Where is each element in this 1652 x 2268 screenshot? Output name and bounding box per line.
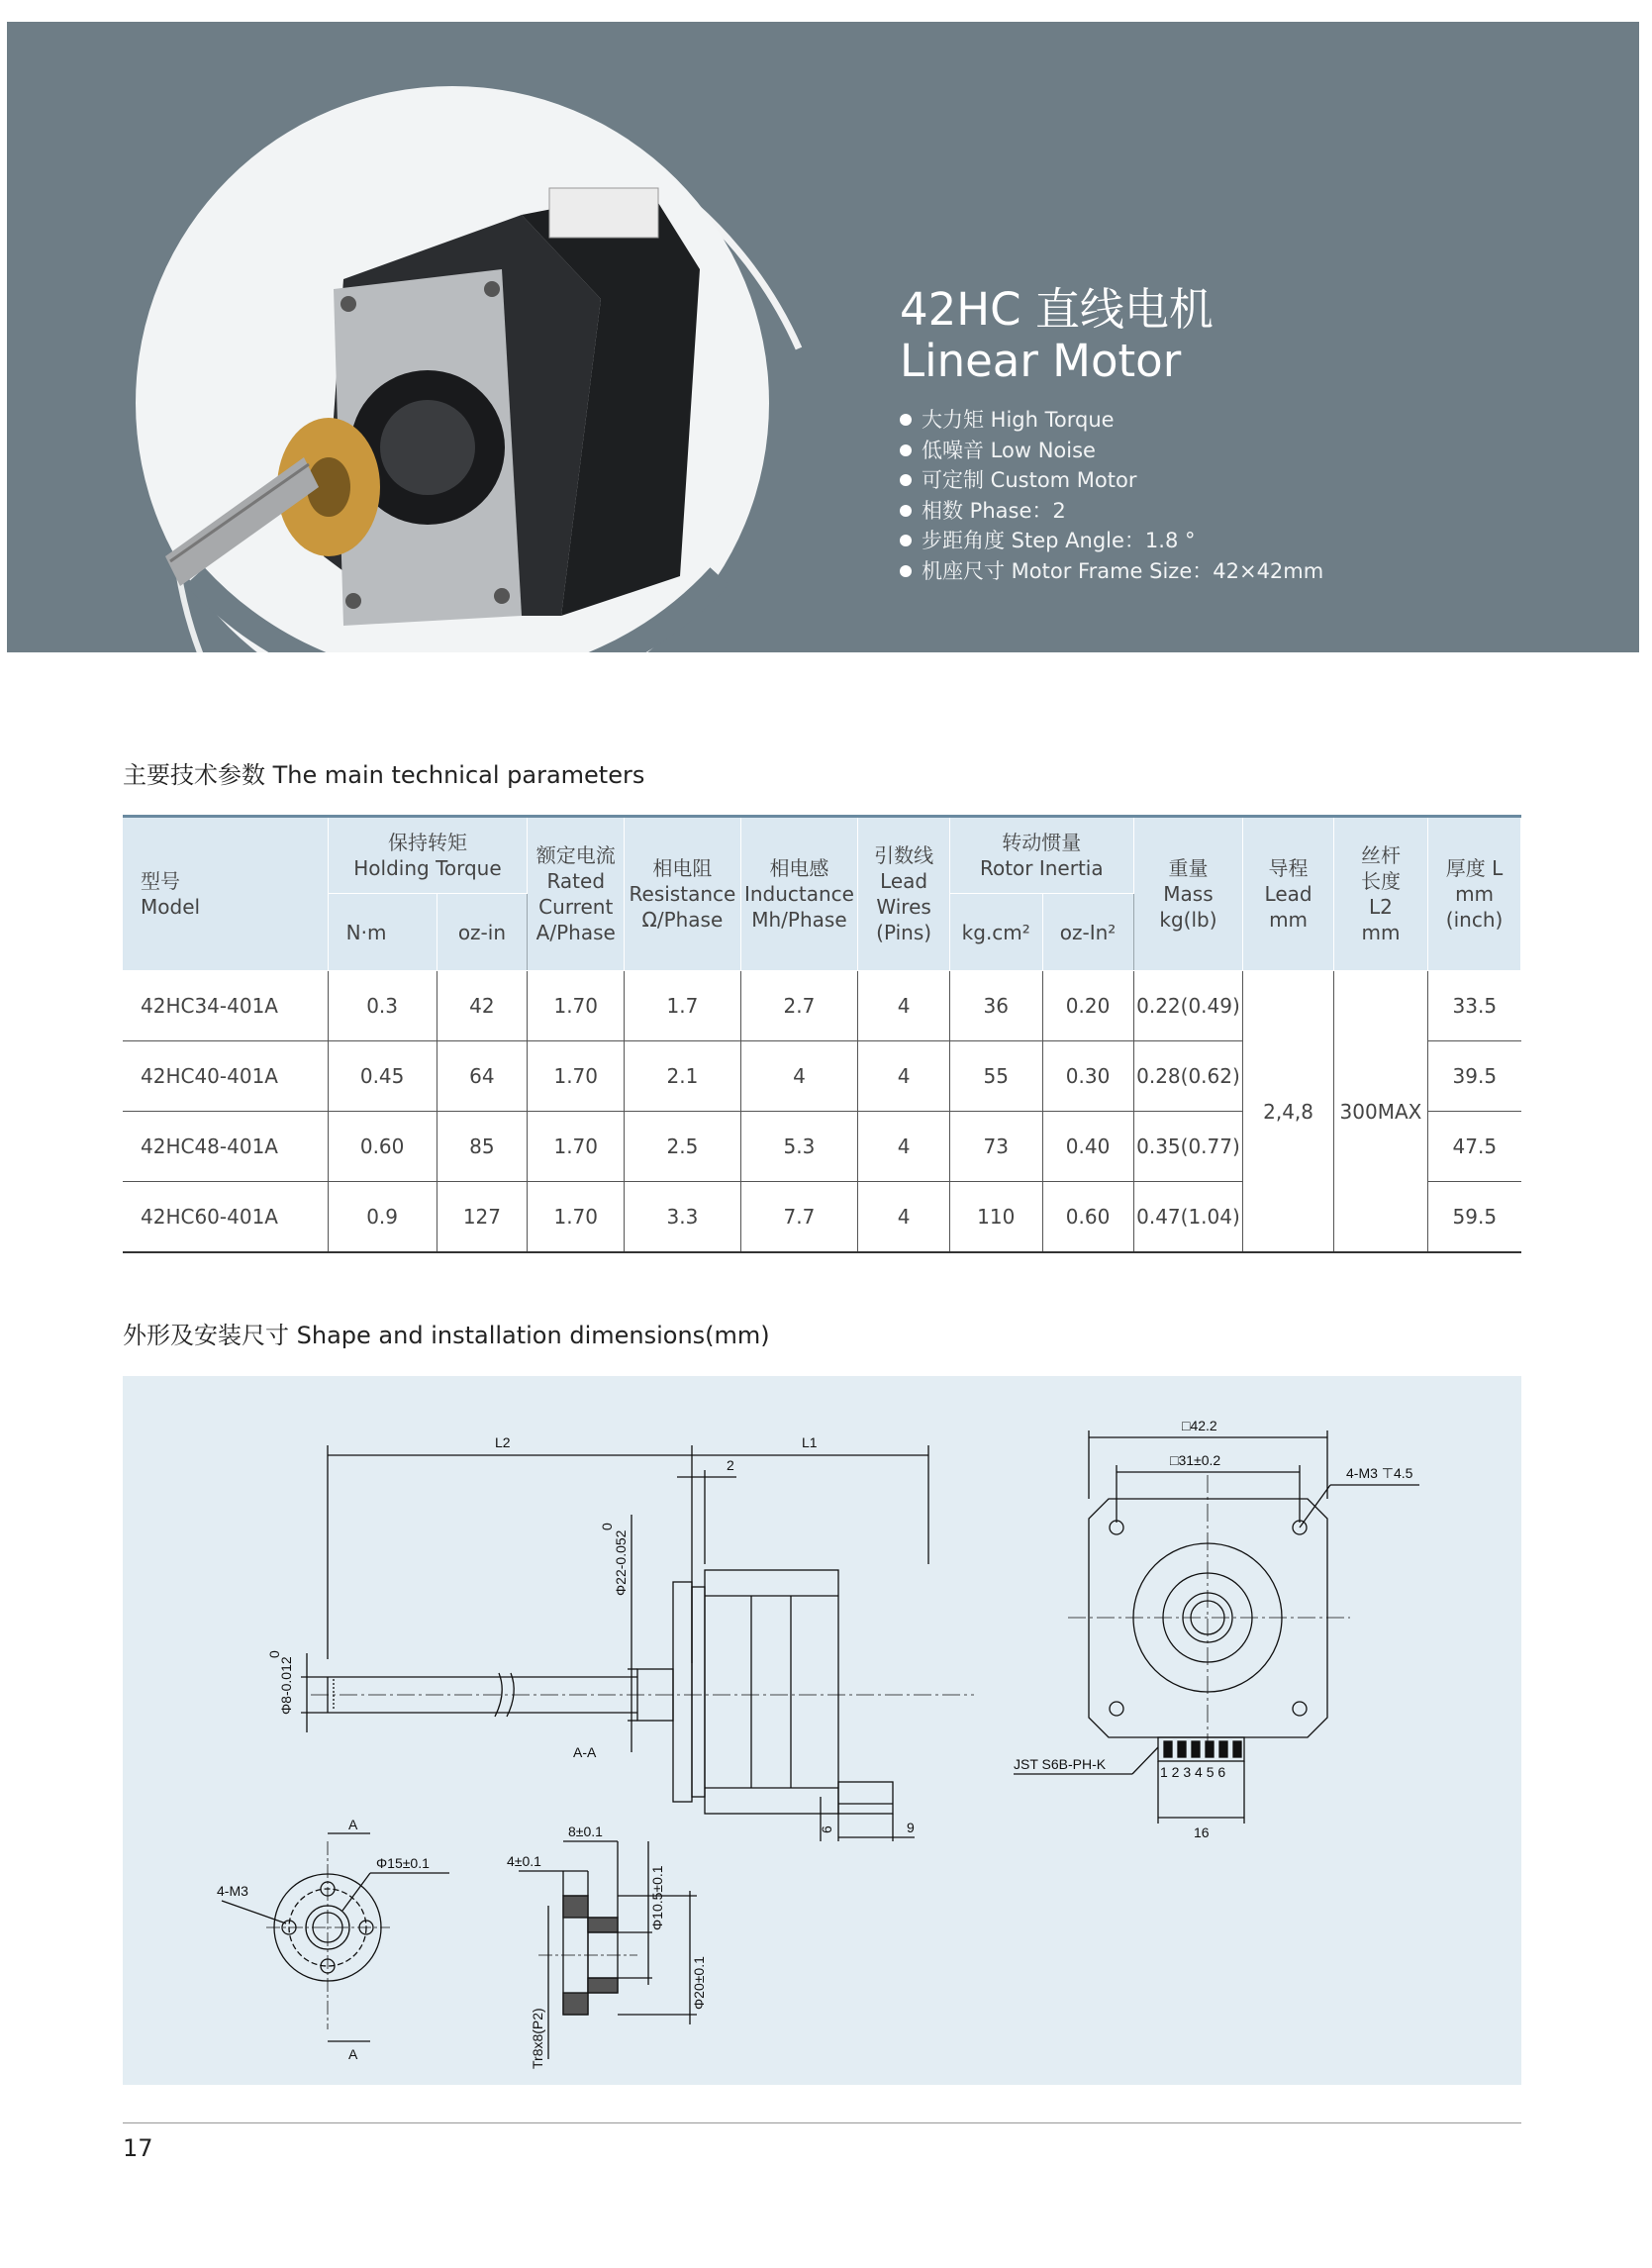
section-a-top: A <box>348 1817 358 1832</box>
header-screw-length: 丝杆 长度 L2 mm <box>1333 817 1427 971</box>
bullet-icon <box>900 535 912 546</box>
cell-model: 42HC48-401A <box>123 1112 328 1182</box>
cell-ozin: 42 <box>437 971 528 1041</box>
header-torque-nm: N·m <box>328 894 437 971</box>
cell-current: 1.70 <box>528 1041 625 1112</box>
cell-resistance: 3.3 <box>625 1182 740 1253</box>
cell-mass: 0.22(0.49) <box>1133 971 1243 1041</box>
cell-resistance: 1.7 <box>625 971 740 1041</box>
bullet-icon <box>900 444 912 456</box>
header-mass: 重量 Mass kg(lb) <box>1133 817 1243 971</box>
cell-thickness: 59.5 <box>1428 1182 1521 1253</box>
dim-shaft-zero: 0 <box>266 1650 282 1658</box>
cell-thickness: 39.5 <box>1428 1041 1521 1112</box>
product-title: 42HC 直线电机 <box>900 283 1214 336</box>
bullet-icon <box>900 505 912 517</box>
cell-model: 42HC34-401A <box>123 971 328 1041</box>
cell-screw-length-shared: 300MAX <box>1333 971 1427 1253</box>
dim-frame: □42.2 <box>1182 1418 1217 1433</box>
bullet-icon <box>900 474 912 486</box>
cell-nm: 0.45 <box>328 1041 437 1112</box>
dims-section-title: 外形及安装尺寸 Shape and installation dimensions(mm) <box>123 1322 770 1349</box>
section-aa: A-A <box>573 1744 597 1760</box>
params-section-title: 主要技术参数 The main technical parameters <box>123 761 645 789</box>
cell-inertia-ozin: 0.20 <box>1042 971 1133 1041</box>
table-row <box>123 971 1521 1041</box>
cell-nm: 0.3 <box>328 971 437 1041</box>
section-a-bottom: A <box>348 2046 358 2062</box>
feature-item: 相数 Phase：2 <box>900 496 1323 527</box>
dim-9: 9 <box>907 1820 915 1835</box>
product-subtitle: Linear Motor <box>900 335 1182 387</box>
cell-mass: 0.35(0.77) <box>1133 1112 1243 1182</box>
cell-inductance: 4 <box>740 1041 858 1112</box>
dim-boss-zero: 0 <box>599 1523 615 1530</box>
header-model: 型号 Model <box>123 817 328 971</box>
cell-current: 1.70 <box>528 1112 625 1182</box>
cell-resistance: 2.5 <box>625 1112 740 1182</box>
cell-inertia-ozin: 0.30 <box>1042 1041 1133 1112</box>
header-holding-torque: 保持转矩 Holding Torque <box>328 817 528 894</box>
header-rated-current: 额定电流 Rated Current A/Phase <box>528 817 625 971</box>
cell-resistance: 2.1 <box>625 1041 740 1112</box>
dim-16: 16 <box>1194 1824 1210 1840</box>
cell-mass: 0.47(1.04) <box>1133 1182 1243 1253</box>
cell-thickness: 47.5 <box>1428 1112 1521 1182</box>
bullet-icon <box>900 414 912 426</box>
header-lead: 导程 Lead mm <box>1243 817 1334 971</box>
cell-lead-shared: 2,4,8 <box>1243 971 1334 1253</box>
cell-ozin: 127 <box>437 1182 528 1253</box>
dim-holes: □31±0.2 <box>1170 1452 1221 1468</box>
cell-thickness: 33.5 <box>1428 971 1521 1041</box>
dim-shaft-dia: Φ8-0.012 <box>278 1656 294 1715</box>
dim-2: 2 <box>727 1457 734 1473</box>
thread-spec: Tr8x8(P2) <box>530 2008 545 2069</box>
header-inertia-ozin: oz-In² <box>1042 894 1133 971</box>
feature-item: 可定制 Custom Motor <box>900 465 1323 496</box>
cell-inertia-kgcm: 110 <box>949 1182 1042 1253</box>
feature-list <box>900 405 1323 586</box>
parameters-table <box>123 815 1521 1253</box>
cell-inertia-kgcm: 55 <box>949 1041 1042 1112</box>
cell-inertia-ozin: 0.40 <box>1042 1112 1133 1182</box>
feature-item: 机座尺寸 Motor Frame Size：42×42mm <box>900 556 1323 587</box>
header-torque-ozin: oz-in <box>437 894 528 971</box>
header-inductance: 相电感 Inductance Mh/Phase <box>740 817 858 971</box>
page-number: 17 <box>123 2134 153 2162</box>
feature-item: 低噪音 Low Noise <box>900 436 1323 466</box>
header-inertia-kgcm: kg.cm² <box>949 894 1042 971</box>
cell-inductance: 2.7 <box>740 971 858 1041</box>
cell-inductance: 7.7 <box>740 1182 858 1253</box>
dim-6: 6 <box>819 1825 834 1833</box>
header-thickness: 厚度 L mm (inch) <box>1428 817 1521 971</box>
bullet-icon <box>900 565 912 577</box>
hero-text <box>900 284 1323 586</box>
cell-nm: 0.60 <box>328 1112 437 1182</box>
dim-boss-dia: Φ22-0.052 <box>613 1529 629 1596</box>
dim-l1: L1 <box>802 1434 818 1450</box>
technical-drawing <box>123 1376 1521 2085</box>
hero-banner <box>7 22 1639 652</box>
cell-model: 42HC40-401A <box>123 1041 328 1112</box>
nut-holes: 4-M3 <box>217 1883 248 1899</box>
header-resistance: 相电阻 Resistance Ω/Phase <box>625 817 740 971</box>
cell-inertia-kgcm: 73 <box>949 1112 1042 1182</box>
dim-d105: Φ10.5±0.1 <box>649 1865 665 1930</box>
cell-wires: 4 <box>858 1041 950 1112</box>
dim-d20: Φ20±0.1 <box>691 1956 707 2010</box>
dimension-drawing <box>123 1376 1521 2085</box>
dim-4: 4±0.1 <box>507 1853 541 1869</box>
nut-pcd: Φ15±0.1 <box>376 1855 430 1871</box>
dim-thread: 4-M3 ⊤4.5 <box>1346 1465 1413 1481</box>
cell-current: 1.70 <box>528 1182 625 1253</box>
motor-illustration <box>7 22 1639 652</box>
cell-ozin: 85 <box>437 1112 528 1182</box>
cell-inertia-kgcm: 36 <box>949 971 1042 1041</box>
pin-numbers: 1 2 3 4 5 6 <box>1160 1764 1226 1780</box>
cell-inductance: 5.3 <box>740 1112 858 1182</box>
cell-inertia-ozin: 0.60 <box>1042 1182 1133 1253</box>
cell-nm: 0.9 <box>328 1182 437 1253</box>
connector-label: JST S6B-PH-K <box>1014 1756 1107 1772</box>
cell-wires: 4 <box>858 971 950 1041</box>
dim-l2: L2 <box>495 1434 511 1450</box>
header-lead-wires: 引数线 Lead Wires (Pins) <box>858 817 950 971</box>
cell-wires: 4 <box>858 1182 950 1253</box>
cell-mass: 0.28(0.62) <box>1133 1041 1243 1112</box>
header-rotor-inertia: 转动惯量 Rotor Inertia <box>949 817 1133 894</box>
footer-divider <box>123 2122 1521 2123</box>
cell-ozin: 64 <box>437 1041 528 1112</box>
cell-wires: 4 <box>858 1112 950 1182</box>
cell-model: 42HC60-401A <box>123 1182 328 1253</box>
dim-8: 8±0.1 <box>568 1824 603 1839</box>
feature-item: 步距角度 Step Angle：1.8 ° <box>900 526 1323 556</box>
feature-item: 大力矩 High Torque <box>900 405 1323 436</box>
cell-current: 1.70 <box>528 971 625 1041</box>
